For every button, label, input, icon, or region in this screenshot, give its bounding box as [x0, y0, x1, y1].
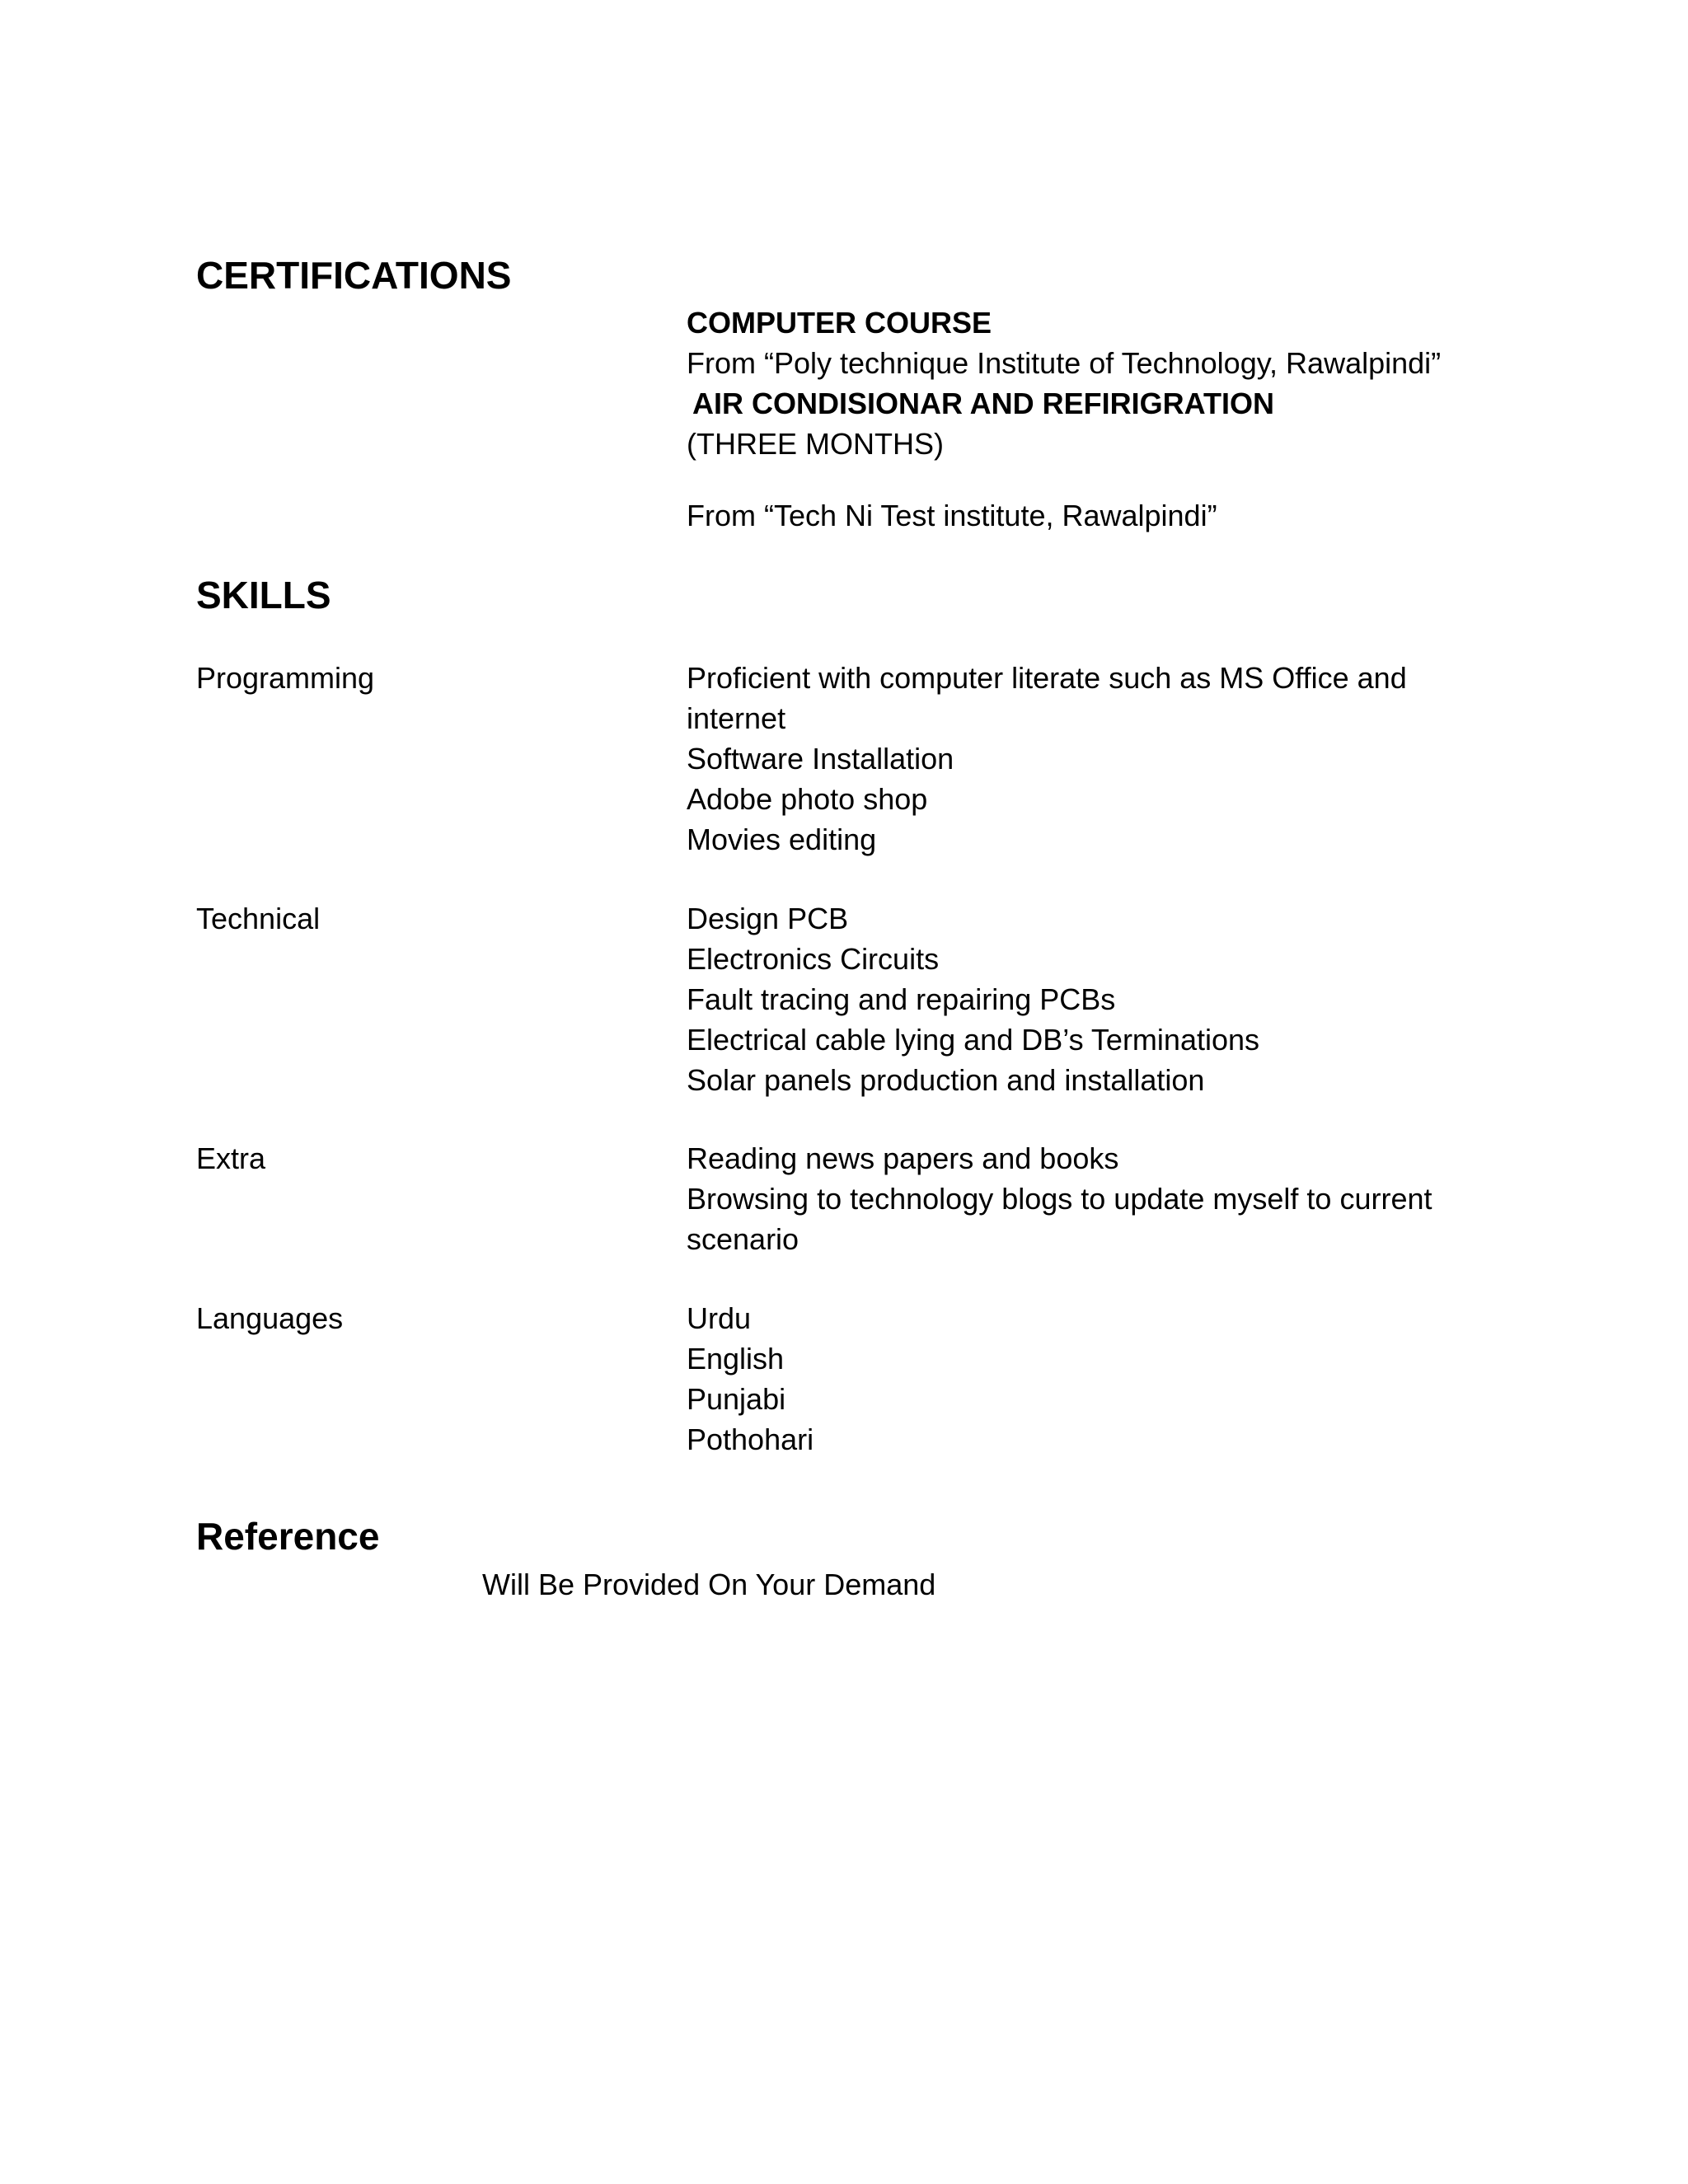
- skill-group-languages: [687, 1298, 1511, 1460]
- skill-group-label: Programming: [196, 661, 375, 695]
- certification-ac-title-block: [692, 383, 1517, 424]
- skill-item: Fault tracing and repairing PCBs: [687, 982, 1116, 1016]
- certification-title: AIR CONDISIONAR AND REFIRIGRATION: [692, 387, 1274, 420]
- skill-item: Browsing to technology blogs to update myself to current scenario: [687, 1182, 1432, 1256]
- skill-item: English: [687, 1342, 785, 1376]
- skill-item: Design PCB: [687, 902, 849, 935]
- skill-item: Proficient with computer literate such as MS Office and internet: [687, 661, 1407, 735]
- skills-heading: SKILLS: [196, 574, 331, 616]
- skill-item: Pothohari: [687, 1422, 814, 1456]
- skill-group-technical: [687, 898, 1511, 1100]
- skill-group-programming: [687, 658, 1478, 860]
- certification-duration: (THREE MONTHS): [687, 427, 944, 461]
- certifications-heading: CERTIFICATIONS: [196, 254, 512, 297]
- skill-group-extra: [687, 1138, 1503, 1259]
- skill-item: Adobe photo shop: [687, 782, 928, 816]
- certification-institute: From “Tech Ni Test institute, Rawalpindi”: [687, 499, 1217, 532]
- skill-item: Punjabi: [687, 1382, 786, 1416]
- skill-item: Electrical cable lying and DB’s Terminations: [687, 1023, 1260, 1057]
- skill-item: Urdu: [687, 1301, 752, 1335]
- skill-group-label: Extra: [196, 1141, 266, 1175]
- skill-item: Reading news papers and books: [687, 1141, 1119, 1175]
- skill-item: Software Installation: [687, 742, 954, 776]
- certification-ac-details: [687, 424, 1511, 464]
- certification-computer-course: [687, 302, 1511, 383]
- skill-item: Solar panels production and installation: [687, 1063, 1205, 1097]
- skill-group-label: Languages: [196, 1301, 344, 1335]
- skill-item: Electronics Circuits: [687, 942, 940, 976]
- reference-heading: Reference: [196, 1515, 380, 1558]
- skill-group-label: Technical: [196, 902, 321, 935]
- skill-item: Movies editing: [687, 823, 877, 856]
- reference-text: Will Be Provided On Your Demand: [482, 1568, 936, 1601]
- certification-ac-institute: [687, 495, 1511, 536]
- certification-institute: From “Poly technique Institute of Technology, Rawalpindi”: [687, 346, 1442, 380]
- certification-title: COMPUTER COURSE: [687, 306, 992, 340]
